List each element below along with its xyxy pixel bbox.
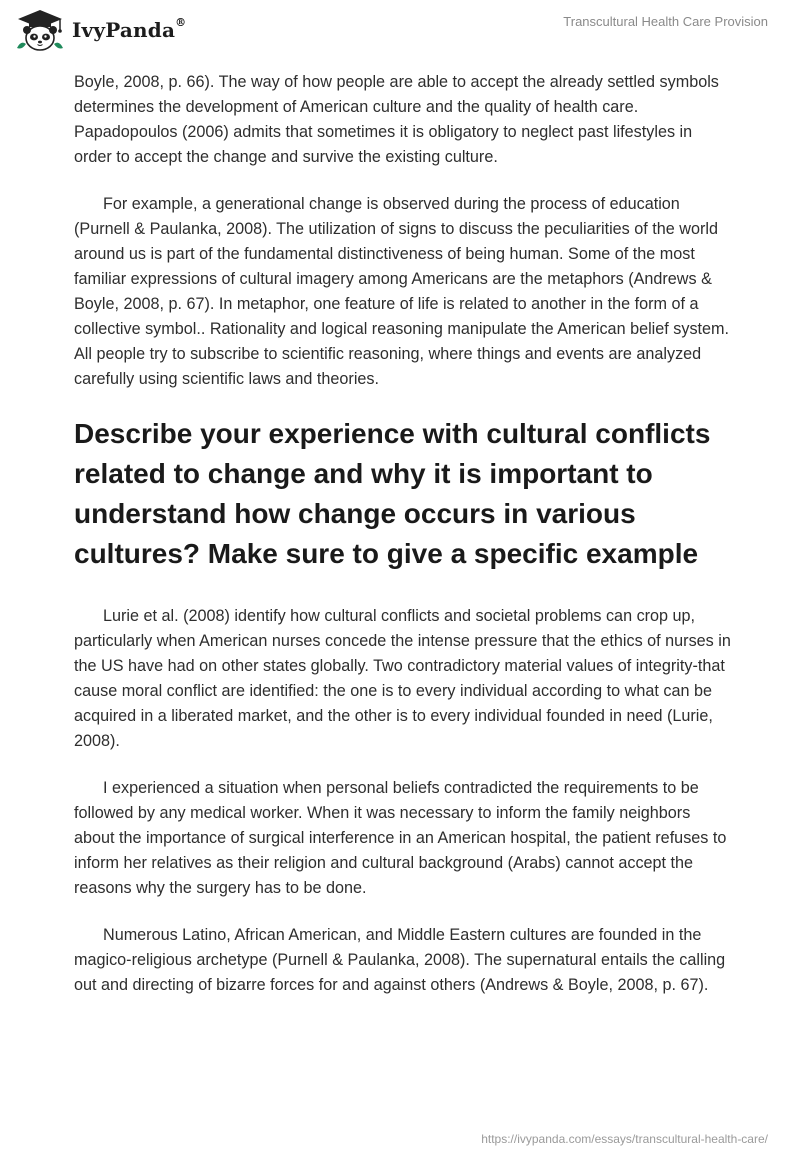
document-title: Transcultural Health Care Provision	[563, 14, 768, 29]
paragraph-generational-change: For example, a generational change is observed during the process of education (Purnell & Paulanka, 2008). The utilization of signs to discuss the peculiarities of the world around us is part of the fundamental distinctiveness of being human. Some of the most familiar expressions of cultural imagery among Americans are the metaphors (Andrews & Boyle, 2008, p. 67). In metaphor, one feature of life is related to another in the form of a collective symbol.. Rationality and logical reasoning manipulate the American belief system. All people try to subscribe to scientific reasoning, where things and events are analyzed carefully using scientific laws and theories.	[74, 195, 730, 388]
source-url[interactable]: https://ivypanda.com/essays/transcultural-health-care/	[481, 1132, 768, 1146]
paragraph-magico-religious: Numerous Latino, African American, and Middle Eastern cultures are founded in the magico-religious archetype (Purnell & Paulanka, 2008). The supernatural entails the calling out and directing of bizarre forces for and against others (Andrews & Boyle, 2008, p. 67).	[74, 926, 726, 994]
panda-graduate-icon	[14, 8, 66, 52]
essay-content	[74, 70, 734, 1020]
ivypanda-logo[interactable]	[14, 8, 186, 52]
paragraph-personal-experience: I experienced a situation when personal beliefs contradicted the requirements to be followed by any medical worker. When it was necessary to inform the family neighbors about the importance of surgical interference in an American hospital, the patient refuses to inform her relatives as their religion and cultural background (Arabs) cannot accept the reasons why the surgery has to be done.	[74, 779, 727, 897]
logo-wordmark: IvyPanda®	[72, 16, 187, 42]
paragraph-lurie: Lurie et al. (2008) identify how cultural conflicts and societal problems can crop up, particularly when American nurses concede the intense pressure that the ethics of nurses in the US have had on other states globally. Two contradictory material values of integrity-that cause moral conflict are identified: the one is to every individual according to what can be acquired in a liberated market, and the other is to every individual founded in need (Lurie, 2008).	[74, 607, 731, 750]
page-header	[0, 0, 800, 60]
paragraph-continued: Boyle, 2008, p. 66). The way of how people are able to accept the already settled symbols determines the development of American culture and the quality of health care. Papadopoulos (2006) admits that sometimes it is obligatory to neglect past lifestyles in order to accept the change and survive the existing culture.	[74, 73, 719, 166]
section-heading: Describe your experience with cultural conflicts related to change and why it is important to understand how change occurs in various cultures? Make sure to give a specific example	[74, 418, 711, 569]
